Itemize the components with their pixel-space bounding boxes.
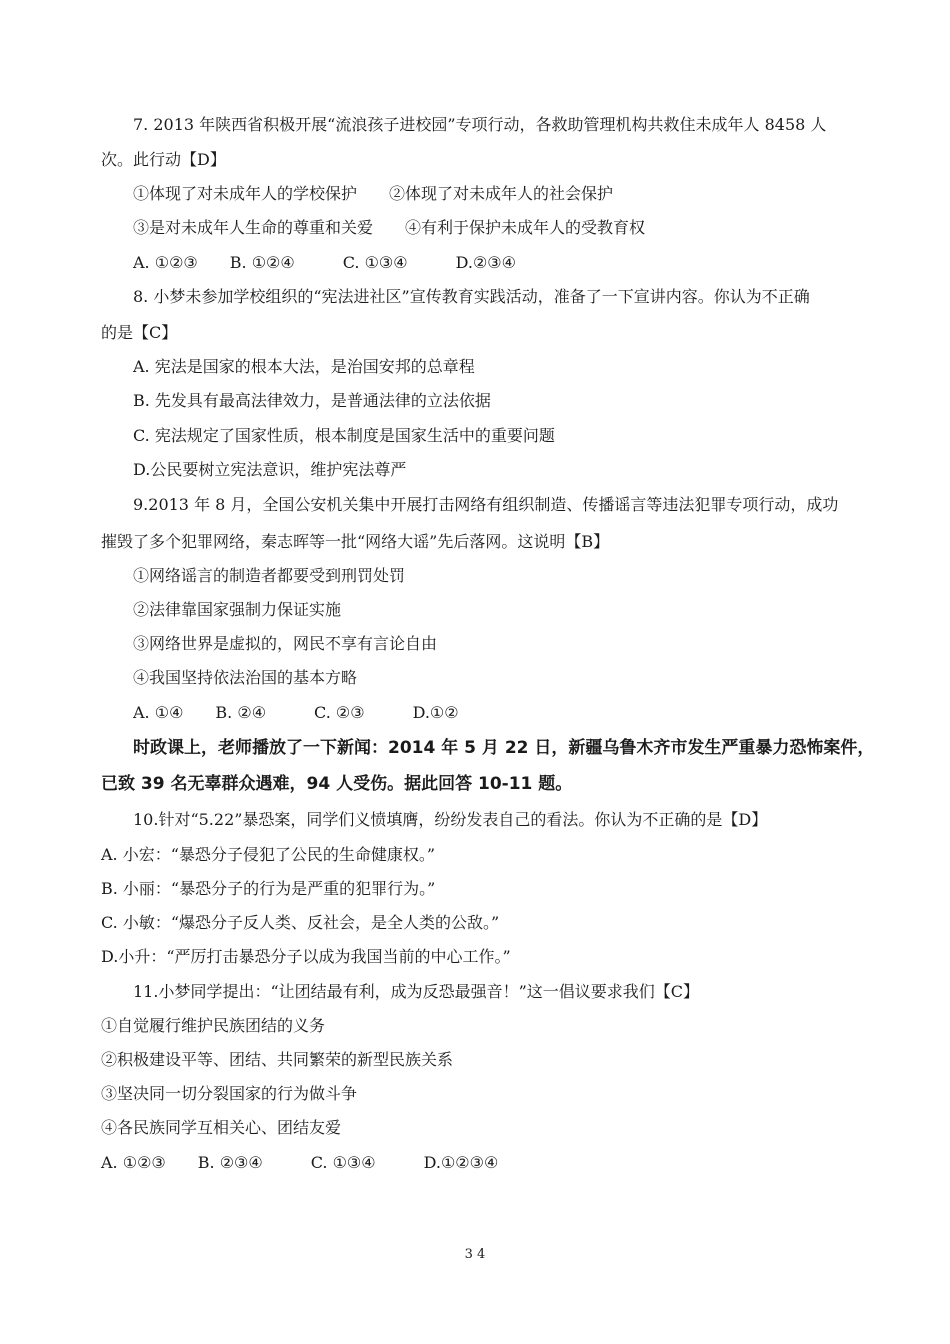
q8-option-c: C. 宪法规定了国家性质，根本制度是国家生活中的重要问题 [133,426,555,445]
q10-stem: 10.针对“5.22”暴恐案，同学们义愤填膺，纷纷发表自己的看法。你认为不正确的是【D】 [133,810,768,829]
q11-choices: A. ①②③ B. ②③④ C. ①③④ D.①②③④ [101,1153,499,1172]
q8-option-a: A. 宪法是国家的根本大法，是治国安邦的总章程 [133,357,475,376]
q7-stem-line1: 7. 2013 年陕西省积极开展“流浪孩子进校园”专项行动，各救助管理机构共救住未成年人 8458 人 [133,115,827,134]
q11-item-4: ④各民族同学互相关心、团结友爱 [101,1118,342,1137]
q9-stem-line2: 摧毁了多个犯罪网络，秦志晖等一批“网络大谣”先后落网。这说明【B】 [101,532,610,551]
q10-option-b: B. 小丽：“暴恐分子的行为是严重的犯罪行为。” [101,879,436,898]
q11-item-2: ②积极建设平等、团结、共同繁荣的新型民族关系 [101,1050,454,1069]
q10-option-c: C. 小敏：“爆恐分子反人类、反社会，是全人类的公敌。” [101,913,500,932]
q10-option-d: D.小升：“严厉打击暴恐分子以成为我国当前的中心工作。” [101,947,511,966]
q9-item-1: ①网络谣言的制造者都要受到刑罚处罚 [133,566,406,585]
q9-item-2: ②法律靠国家强制力保证实施 [133,600,342,619]
page-number: 3 4 [464,1247,486,1262]
q11-item-3: ③坚决同一切分裂国家的行为做斗争 [101,1084,358,1103]
q11-stem: 11.小梦同学提出：“让团结最有利，成为反恐最强音！”这一倡议要求我们【C】 [133,982,700,1001]
q11-item-1: ①自觉履行维护民族团结的义务 [101,1016,326,1035]
q7-choices: A. ①②③ B. ①②④ C. ①③④ D.②③④ [133,253,516,272]
q8-option-d: D.公民要树立宪法意识，维护宪法尊严 [133,460,407,479]
q9-item-4: ④我国坚持依法治国的基本方略 [133,668,358,687]
q7-options-12: ①体现了对未成年人的学校保护 ②体现了对未成年人的社会保护 [133,184,614,203]
q7-options-34: ③是对未成年人生命的尊重和关爱 ④有利于保护未成年人的受教育权 [133,218,646,237]
news-line1: 时政课上，老师播放了一下新闻：2014 年 5 月 22 日，新疆乌鲁木齐市发生严重暴力恐怖案件， [133,738,875,758]
q8-option-b: B. 先发具有最高法律效力，是普通法律的立法依据 [133,391,491,410]
q10-option-a: A. 小宏：“暴恐分子侵犯了公民的生命健康权。” [101,845,436,864]
q8-stem-line2: 的是【C】 [101,323,178,342]
news-line2: 已致 39 名无辜群众遇难，94 人受伤。据此回答 10-11 题。 [101,774,573,794]
q9-stem-line1: 9.2013 年 8 月，全国公安机关集中开展打击网络有组织制造、传播谣言等违法犯罪专项行动，成功 [133,495,839,514]
q9-item-3: ③网络世界是虚拟的，网民不享有言论自由 [133,634,438,653]
q7-stem-line2: 次。此行动【D】 [101,150,226,169]
q8-stem-line1: 8. 小梦未参加学校组织的“宪法进社区”宣传教育实践活动，准备了一下宣讲内容。你认为不正确 [133,287,810,306]
q9-choices: A. ①④ B. ②④ C. ②③ D.①② [133,703,459,722]
